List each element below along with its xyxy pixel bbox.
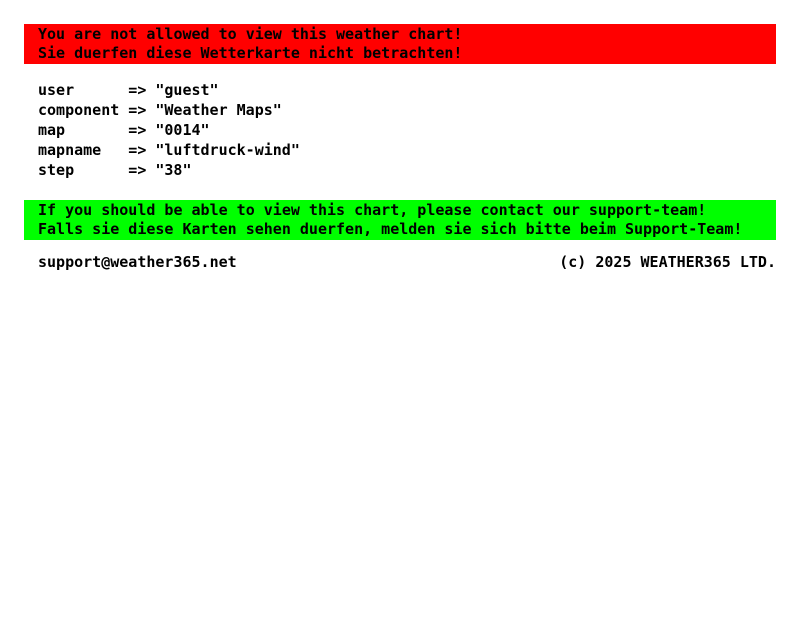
param-key: component	[38, 101, 120, 119]
param-value: "guest"	[155, 81, 219, 99]
footer	[38, 252, 776, 272]
error-banner	[24, 24, 776, 64]
arrow-glyph: =>	[128, 161, 147, 179]
param-row-user	[38, 80, 776, 100]
info-line-de: Falls sie diese Karten sehen duerfen, melden sie sich bitte beim Support-Team!	[38, 220, 743, 238]
param-key: step	[38, 161, 75, 179]
support-email: support@weather365.net	[38, 253, 237, 271]
param-key: user	[38, 81, 75, 99]
request-params	[38, 80, 776, 180]
param-value: "luftdruck-wind"	[155, 141, 300, 159]
param-row-map	[38, 120, 776, 140]
error-line-en: You are not allowed to view this weather chart!	[38, 25, 463, 43]
param-row-component	[38, 100, 776, 120]
arrow-glyph: =>	[128, 141, 147, 159]
arrow-glyph: =>	[128, 101, 147, 119]
error-line-de: Sie duerfen diese Wetterkarte nicht betrachten!	[38, 44, 463, 62]
param-key: map	[38, 121, 66, 139]
param-row-step	[38, 160, 776, 180]
info-banner	[24, 200, 776, 240]
param-value: "38"	[155, 161, 192, 179]
arrow-glyph: =>	[128, 121, 147, 139]
copyright-notice: (c) 2025 WEATHER365 LTD.	[559, 253, 776, 271]
info-line-en: If you should be able to view this chart, please contact our support-team!	[38, 201, 707, 219]
param-key: mapname	[38, 141, 102, 159]
arrow-glyph: =>	[128, 81, 147, 99]
param-row-mapname	[38, 140, 776, 160]
param-value: "0014"	[155, 121, 210, 139]
param-value: "Weather Maps"	[155, 101, 282, 119]
